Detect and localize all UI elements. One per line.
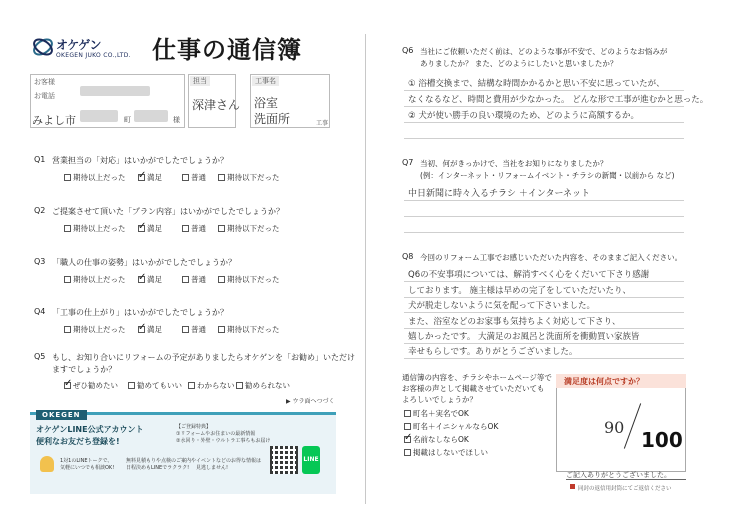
q1-option-1[interactable]: 期待以上だった [64, 172, 126, 183]
answer-rule [404, 138, 684, 139]
checkbox-icon [64, 276, 71, 283]
banner-point-1a: 1対1のLINEトークで、 [60, 458, 113, 464]
q1-option-2[interactable]: ✓ 満足 [138, 172, 162, 183]
customer-name-label: お客様 [34, 78, 55, 86]
checkbox-icon [182, 276, 189, 283]
q2-option-1[interactable]: 期待以上だった [64, 223, 126, 234]
thanks-rule [566, 479, 686, 480]
q3-option-1[interactable]: 期待以上だった [64, 274, 126, 285]
q8-text: 今回のリフォーム工事でお感じいただいた内容を、そのままご記入ください。 [420, 253, 683, 262]
permission-option-4[interactable]: 掲載はしないでほしい [404, 447, 488, 458]
banner-title-line1: オケゲンLINE公式アカウント [36, 425, 144, 434]
answer-rule [404, 216, 684, 217]
checkbox-checked-icon [138, 276, 145, 283]
continue-note: ▶ ウラ面へつづく [286, 398, 335, 405]
redacted-phone [80, 86, 150, 96]
q4-number: Q4 [34, 307, 46, 316]
q6-text-line1: 当社にご依頼いただく前は、どのような事が不安で、どのようなお悩みが [420, 47, 668, 56]
brand-subtitle: OKEGEN JUKO CO.,LTD. [56, 52, 131, 59]
checkbox-icon [182, 225, 189, 232]
q6-answer-line3: ② 犬が使い勝手の良い環境のため、どのように高額するか。 [408, 111, 639, 121]
checkbox-checked-icon [138, 225, 145, 232]
q6-number: Q6 [402, 46, 414, 55]
banner-point-2b: 日程決めもLINEでラクラク! [126, 465, 190, 471]
return-footnote: 同封の返信用封筒にてご返信ください [578, 486, 672, 492]
answer-rule [404, 106, 684, 107]
checkbox-icon [404, 410, 411, 417]
q8-answer-line5: 嬉しかったです。 大満足のお風呂と洗面所を衝動買い家族皆 [408, 332, 640, 342]
banner-point-3a: イベントなどのお得な情報は [196, 458, 262, 464]
answer-rule [404, 122, 684, 123]
q7-number: Q7 [402, 158, 414, 167]
page-title: 仕事の通信簿 [152, 36, 302, 64]
q7-text-line2: (例：インターネット・リフォームイベント・チラシの新聞・以前から など) [420, 171, 675, 180]
thanks-note: ご記入ありがとうございました。 [566, 471, 671, 479]
q6-answer-line2: なくなるなど、時間と費用が少なかった。 どんな形で工事が進むかと思った。 [408, 95, 709, 105]
banner-title-line2: 便利なお友だち登録を! [36, 437, 120, 446]
okegen-logo-icon [32, 36, 54, 58]
q8-answer-line1: Q6の不安事項については、解消すべく心をくだいて下さり感謝 [408, 270, 650, 280]
q4-text: 「工事の仕上がり」はいかがでしたでしょうか？ [52, 308, 228, 317]
work-suffix: 工事 [316, 120, 329, 127]
checkbox-icon [64, 225, 71, 232]
banner-point-1b: 気軽にいつでも相談OK! [60, 465, 115, 471]
q2-text: ご提案させて頂いた「プラン内容」はいかがでしたでしょうか？ [52, 207, 284, 216]
checkbox-checked-icon [138, 326, 145, 333]
q2-option-3[interactable]: 普通 [182, 223, 206, 234]
answer-rule [404, 297, 684, 298]
sama-label: 様 [173, 116, 180, 124]
q1-option-3[interactable]: 普通 [182, 172, 206, 183]
answer-rule [404, 358, 684, 359]
checkbox-icon [218, 174, 225, 181]
q4-option-4[interactable]: 期待以下だった [218, 324, 280, 335]
q3-text: 「職人の仕事の姿勢」はいかがでしたでしょうか？ [52, 258, 236, 267]
customer-address: みよし市 [32, 114, 76, 127]
banner-benefit-1: ①リフォームやお住まいの最新情報 [176, 431, 256, 437]
column-divider [365, 34, 366, 504]
q1-number: Q1 [34, 155, 46, 164]
q5-option-4[interactable]: 勧められない [236, 380, 290, 391]
checkbox-icon [182, 326, 189, 333]
q6-text-line2: ありましたか？ また、どのようにしたいと思いましたか？ [420, 59, 618, 68]
work-name-line1: 浴室 [254, 96, 279, 110]
satisfaction-title: 満足度は何点ですか？ [564, 377, 644, 386]
banner-point-2a: 無料見積もりや点検のご案内や [126, 458, 197, 464]
q3-option-4[interactable]: 期待以下だった [218, 274, 280, 285]
checkbox-checked-icon [404, 436, 411, 443]
answer-rule [404, 343, 684, 344]
q8-answer-line6: 幸せもらしです。ありがとうございました。 [408, 347, 578, 357]
banner-benefit-2: ②水回り・外壁・ウルトラ工事ちもお届け [176, 438, 271, 444]
work-name-line2: 洗面所 [254, 112, 291, 126]
q8-answer-line3: 犬が脱走しないように気を配って下さいました。 [408, 301, 596, 311]
q7-answer: 中日新聞に時々入るチラシ ＋インターネット [408, 189, 591, 199]
q5-text-line2: ますでしょうか？ [52, 365, 117, 374]
work-label: 工事名 [252, 76, 279, 86]
q6-answer-line1: ① 浴槽交換まで、結構な時間かかるかと思い不安に思っていたが、 [408, 79, 665, 89]
q5-option-3[interactable]: わからない [188, 380, 235, 391]
answer-rule [404, 281, 684, 282]
q8-answer-line4: また、浴室などのお家事も気持ちよく対応して下さり、 [408, 317, 621, 327]
q4-option-3[interactable]: 普通 [182, 324, 206, 335]
checkbox-checked-icon [64, 382, 71, 389]
checkbox-icon [404, 449, 411, 456]
checkbox-icon [218, 225, 225, 232]
satisfaction-max: 100 [641, 428, 683, 452]
permission-text-line1: 通信簿の内容を、チラシやホームページ等で [402, 373, 552, 382]
q8-answer-line2: しております。 施主様は早めの完了をしていただいたり、 [408, 286, 632, 296]
redacted-address [80, 110, 118, 122]
q4-option-1[interactable]: 期待以上だった [64, 324, 126, 335]
q4-option-2[interactable]: ✓ 満足 [138, 324, 162, 335]
q1-option-4[interactable]: 期待以下だった [218, 172, 280, 183]
checkbox-icon [64, 174, 71, 181]
q2-option-4[interactable]: 期待以下だった [218, 223, 280, 234]
redacted-name [134, 110, 168, 122]
line-app-icon[interactable]: LINE [302, 446, 320, 474]
brand-name: オケゲン [56, 38, 102, 52]
q3-option-2[interactable]: ✓ 満足 [138, 274, 162, 285]
staff-label: 担当 [190, 76, 210, 86]
checkbox-icon [404, 423, 411, 430]
banner-benefit-title: 【ご登録特典】 [176, 424, 212, 430]
q5-text-line1: もし、お知り合いにリフォームの予定がありましたらオケゲンを「お勧め」いただけ [52, 353, 355, 362]
permission-text-line2: お客様の声として掲載させていただいても [402, 384, 545, 393]
checkbox-icon [182, 174, 189, 181]
checkbox-icon [218, 326, 225, 333]
checkbox-icon [188, 382, 195, 389]
answer-rule [404, 328, 684, 329]
q1-text: 営業担当の「対応」はいかがでしたでしょうか？ [52, 156, 228, 165]
permission-option-3[interactable]: ✓ 名前なしならOK [404, 434, 469, 445]
q3-option-3[interactable]: 普通 [182, 274, 206, 285]
customer-phone-label: お電話 [34, 92, 55, 100]
q7-text-line1: 当初、何がきっかけで、当社をお知りになりましたか？ [420, 159, 608, 168]
checkbox-icon [236, 382, 243, 389]
satisfaction-score: 90 [604, 418, 625, 437]
town-label: 町 [124, 116, 131, 124]
staff-name: 深津さん [192, 98, 241, 112]
permission-text-line3: よろしいでしょうか？ [402, 395, 477, 404]
q5-option-1[interactable]: ✓ ぜひ勧めたい [64, 380, 118, 391]
q5-number: Q5 [34, 352, 46, 361]
checkbox-icon [218, 276, 225, 283]
mascot-icon [40, 456, 54, 472]
q3-number: Q3 [34, 257, 46, 266]
footnote-mark-icon [570, 484, 575, 489]
checkbox-icon [64, 326, 71, 333]
banner-brand: OKEGEN [36, 410, 87, 420]
permission-option-2[interactable]: 町名＋イニシャルならOK [404, 421, 498, 432]
answer-rule [404, 200, 684, 201]
checkbox-icon [128, 382, 135, 389]
checkbox-checked-icon [138, 174, 145, 181]
permission-option-1[interactable]: 町名＋実名でOK [404, 408, 469, 419]
banner-point-3b: 見逃しません! [196, 465, 229, 471]
qr-code-pattern [272, 446, 296, 474]
q2-number: Q2 [34, 206, 46, 215]
q2-option-2[interactable]: ✓ 満足 [138, 223, 162, 234]
answer-rule [404, 232, 684, 233]
q8-number: Q8 [402, 252, 414, 261]
answer-rule [404, 90, 684, 91]
answer-rule [404, 312, 684, 313]
q5-option-2[interactable]: 勧めてもいい [128, 380, 182, 391]
